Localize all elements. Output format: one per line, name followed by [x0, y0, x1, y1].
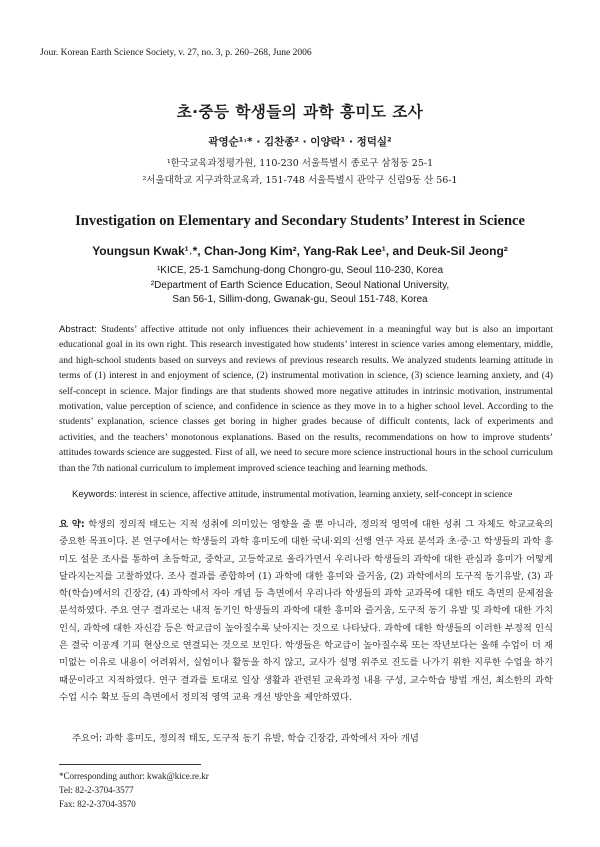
english-abstract: [59, 322, 553, 476]
keywords-text: interest in science, affective attitude, instrumental motivation, learning anxiety, self-concept in science: [119, 489, 513, 500]
keywords-label: Keywords:: [72, 489, 117, 500]
abstract-text: Students’ affective attitude not only influences their achievement in a meaningful way but is also an important educational goal in its own right. This research investigated how students’ interest in science varies among elementary, middle, and high-school students based on surveys and reviews of previous research results. We analyzed students learning attitude in terms of (1) interest in and enjoyment of science, (2) instrumental motivation in science, (3) science learning anxiety, and (4) self-concept in science. Major findings are that students showed more negative attitudes in intrinsic motivation, instrumental motivation, value perception of science, and confidence in science as they move in to a higher school level. According to the students’ explanation, science classes get boring in higher grades because of difficult contents, lack of experiments and activities, and the teachers’ monotonous explanations. Based on the results, recommendations on how to improve students’ attitudes towards science are suggested. First of all, we need to secure more science instructional hours in the school curriculum than the 7th national curriculum to implement improved science teaching and learning methods.: [59, 324, 553, 474]
footnote-corresponding-author: *Corresponding author: kwak@kice.re.kr: [59, 771, 209, 781]
english-title: Investigation on Elementary and Secondary Students’ Interest in Science: [75, 213, 525, 229]
english-affiliation-2: ²Department of Earth Science Education, Seoul National University,: [150, 280, 450, 291]
korean-abstract-text: 학생의 정의적 태도는 지적 성취에 의미있는 영향을 줄 뿐 아니라, 정의적 영역에 대한 성취 그 자체도 학교교육의 중요한 목표이다. 본 연구에서는 학생들의 과학 흥미도에 대한 국내·외의 선행 연구 자료 분석과 초·중·고 학생들의 과학 흥미도 설문 조사를 통하여 초등학교, 중학교, 고등학교로 올라가면서 우리나라 학생들의 과학에 대한 관심과 흥미가 어떻게 달라지는지를 고찰하였다. 조사 결과를 종합하여 (1) 과학에 대한 흥미와 즐거움, (2) 과학에서의 도구적 동기유발, (3) 과학(학습)에서의 긴장감, (4) 과학에서 자아 개념 등 측면에서 우리나라 학생들의 과학 교과목에 대한 태도 측면의 문제점을 분석하였다. 주요 연구 결과로는 내적 동기인 학생들의 과학에 대한 흥미와 즐거움, 도구적 동기 유발 및 과학에 대한 가치 인식, 과학에 대한 자신감 등은 학교급이 높아질수록 낮아지는 것으로 나타났다. 과학에 대한 학생들의 이러한 부정적 인식은 결국 이공계 기피 현상으로 연결되는 것으로 보인다. 학생들은 학교급이 높아질수록 또는 작년보다는 올해 수업이 더 재미없는 이유로 내용이 어려워서, 실험이나 활동을 하지 않고, 교사가 설명 위주로 진도를 나가기 위한 지루한 수업을 하기 때문이라고 지적하였다. 연구 결과를 토대로 일상 생활과 관련된 교육과정 내용 구성, 교수학습 방법 개선, 최소한의 과학 수업 시수 확보 등의 측면에서 정의적 영역 교육 개선 방안을 제안하였다.: [59, 519, 553, 703]
footnote-divider: [59, 764, 201, 765]
korean-keywords-label: 주요어:: [72, 733, 103, 744]
english-authors: Youngsun Kwak¹˒*, Chan-Jong Kim², Yang-Rak Lee¹, and Deuk-Sil Jeong²: [92, 244, 508, 258]
footnote-fax: Fax: 82-2-3704-3570: [59, 799, 136, 809]
korean-authors: 곽영순¹˒* · 김찬종² · 이양락¹ · 정덕실²: [208, 136, 392, 148]
english-keywords: [72, 489, 556, 500]
korean-abstract-label: 요 약:: [59, 519, 85, 530]
abstract-label: Abstract:: [59, 324, 97, 335]
korean-keywords-text: 과학 흥미도, 정의적 태도, 도구적 동기 유발, 학습 긴장감, 과학에서 자아 개념: [105, 733, 419, 744]
english-affiliation-2-address: San 56-1, Sillim-dong, Gwanak-gu, Seoul 151-748, Korea: [172, 294, 428, 305]
english-affiliation-1: ¹KICE, 25-1 Samchung-dong Chongro-gu, Seoul 110-230, Korea: [156, 265, 444, 276]
korean-title: 초·중등 학생들의 과학 흥미도 조사: [176, 103, 424, 121]
footnote-tel: Tel: 82-2-3704-3577: [59, 785, 134, 795]
korean-affiliation-1: ¹한국교육과정평가원, 110-230 서울특별시 종로구 삼청동 25-1: [166, 158, 434, 169]
korean-keywords: [72, 730, 556, 744]
korean-abstract: [59, 516, 553, 706]
korean-affiliation-2: ²서울대학교 지구과학교육과, 151-748 서울특별시 관악구 신림9동 산 56-1: [142, 175, 458, 186]
journal-citation: Jour. Korean Earth Science Society, v. 27, no. 3, p. 260–268, June 2006: [40, 48, 312, 58]
